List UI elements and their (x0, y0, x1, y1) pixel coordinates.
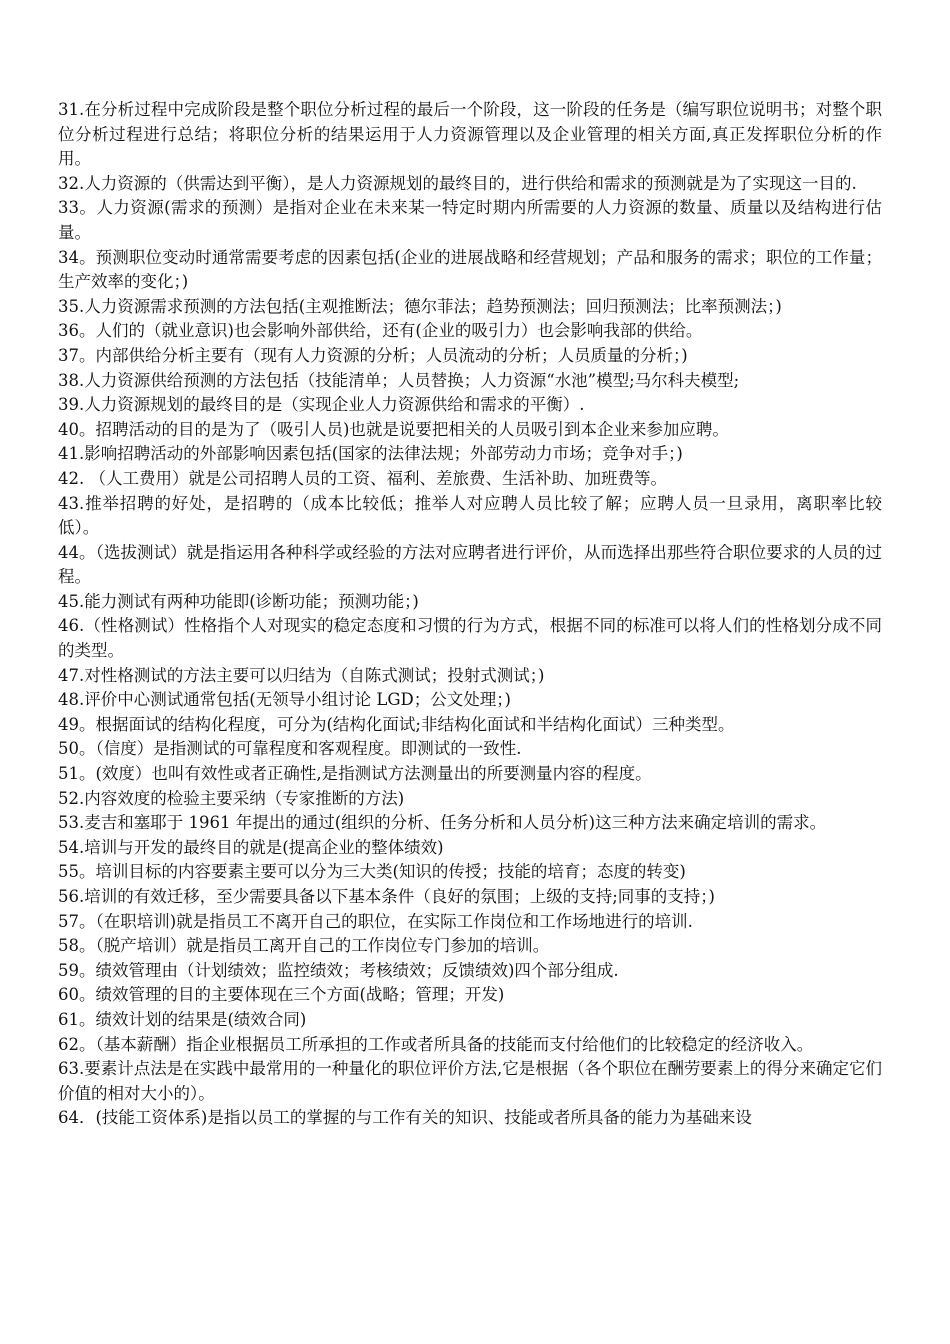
list-item: 51。(效度）也叫有效性或者正确性,是指测试方法测量出的所要测量内容的程度。 (58, 764, 652, 784)
list-item: 49。根据面试的结构化程度，可分为(结构化面试;非结构化面试和半结构化面试）三种类型。 (58, 714, 735, 734)
list-item: 47.对性格测试的方法主要可以归结为（自陈式测试；投射式测试；) (58, 665, 545, 685)
list-item: 42. （人工费用）就是公司招聘人员的工资、福利、差旅费、生活补助、加班费等。 (58, 468, 667, 488)
list-item: 43.推举招聘的好处，是招聘的（成本比较低；推举人对应聘人员比较了解；应聘人员一旦录用，离职率比较低）。 (58, 493, 882, 538)
list-item: 46.（性格测试）性格指个人对现实的稳定态度和习惯的行为方式，根据不同的标准可以将人们的性格划分成不同的类型。 (58, 616, 882, 661)
list-item: 31.在分析过程中完成阶段是整个职位分析过程的最后一个阶段，这一阶段的任务是（编写职位说明书；对整个职位分析过程进行总结；将职位分析的结果运用于人力资源管理以及企业管理的相关方面,真正发挥职位分析的作用。 (58, 100, 882, 169)
list-item: 44。（选拔测试）就是指运用各种科学或经验的方法对应聘者进行评价，从而选择出那些符合职位要求的人员的过程。 (58, 542, 882, 587)
list-item: 62。（基本薪酬）指企业根据员工所承担的工作或者所具备的技能而支付给他们的比较稳定的经济收入。 (58, 1034, 814, 1054)
document-body (58, 98, 882, 1131)
list-item: 53.麦吉和塞耶于 1961 年提出的通过(组织的分析、任务分析和人员分析)这三种方法来确定培训的需求。 (58, 813, 827, 833)
list-item: 39.人力资源规划的最终目的是（实现企业人力资源供给和需求的平衡）. (58, 395, 585, 415)
list-item: 64．(技能工资体系)是指以员工的掌握的与工作有关的知识、技能或者所具备的能力为基础来设 (58, 1108, 752, 1128)
list-item: 40。招聘活动的目的是为了（吸引人员)也就是说要把相关的人员吸引到本企业来参加应聘。 (58, 419, 729, 439)
list-item: 36。人们的（就业意识)也会影响外部供给，还有(企业的吸引力）也会影响我部的供给。 (58, 321, 703, 341)
list-item: 34。预测职位变动时通常需要考虑的因素包括(企业的进展战略和经营规划；产品和服务的需求；职位的工作量；生产效率的变化；) (58, 247, 882, 292)
list-item: 60。绩效管理的目的主要体现在三个方面(战略；管理；开发) (58, 985, 505, 1005)
list-item: 33。人力资源(需求的预测）是指对企业在未来某一特定时期内所需要的人力资源的数量、质量以及结构进行估量。 (58, 198, 882, 242)
list-item: 35.人力资源需求预测的方法包括(主观推断法；德尔菲法；趋势预测法；回归预测法；比率预测法；) (58, 296, 782, 316)
list-item: 41.影响招聘活动的外部影响因素包括(国家的法律法规；外部劳动力市场；竞争对手；) (58, 444, 683, 464)
list-item: 50。（信度）是指测试的可靠程度和客观程度。即测试的一致性. (58, 739, 522, 759)
list-item: 45.能力测试有两种功能即(诊断功能；预测功能；) (58, 591, 419, 611)
list-item: 58。（脱产培训）就是指员工离开自己的工作岗位专门参加的培训。 (58, 936, 550, 956)
list-item: 63.要素计点法是在实践中最常用的一种量化的职位评价方法,它是根据（各个职位在酬劳要素上的得分来确定它们价值的相对大小的）。 (58, 1059, 882, 1103)
list-item: 37。内部供给分析主要有（现有人力资源的分析；人员流动的分析；人员质量的分析；) (58, 345, 688, 365)
list-item: 38.人力资源供给预测的方法包括（技能清单；人员替换；人力资源“水池”模型;马尔科夫模型; (58, 370, 740, 390)
list-item: 57。（在职培训)就是指员工不离开自己的职位，在实际工作岗位和工作场地进行的培训. (58, 911, 693, 931)
list-item: 54.培训与开发的最终目的就是(提高企业的整体绩效) (58, 837, 444, 857)
list-item: 61。绩效计划的结果是(绩效合同) (58, 1009, 307, 1029)
list-item: 56.培训的有效迁移，至少需要具备以下基本条件（良好的氛围；上级的支持;同事的支持；) (58, 887, 715, 906)
list-item: 55。培训目标的内容要素主要可以分为三大类(知识的传授；技能的培育；态度的转变) (58, 862, 686, 882)
list-item: 59。绩效管理由（计划绩效；监控绩效；考核绩效；反馈绩效)四个部分组成. (58, 960, 619, 980)
list-item: 48.评价中心测试通常包括(无领导小组讨论 LGD；公文处理；) (58, 690, 511, 710)
list-item: 32.人力资源的（供需达到平衡），是人力资源规划的最终目的，进行供给和需求的预测就是为了实现这一目的. (58, 173, 857, 193)
list-item: 52.内容效度的检验主要采纳（专家推断的方法) (58, 788, 405, 808)
